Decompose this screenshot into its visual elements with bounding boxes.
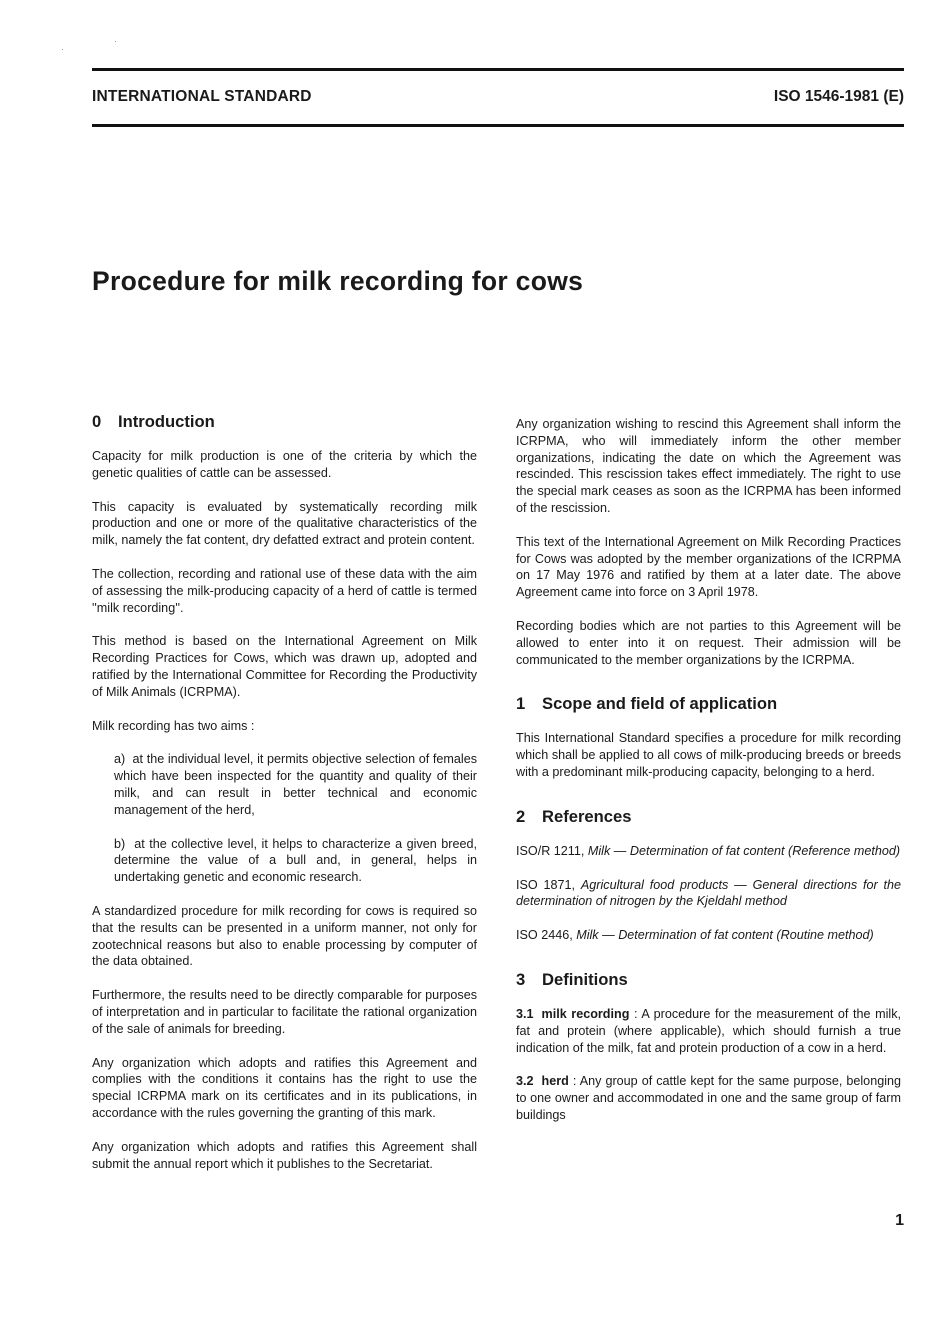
list-item-a — [92, 751, 477, 818]
definition-item — [516, 1073, 901, 1123]
definition-number: 3.2 — [516, 1074, 534, 1089]
section-number: 2 — [516, 806, 526, 826]
reference-code: ISO 1871, — [516, 877, 576, 892]
paragraph: Furthermore, the results need to be directly comparable for purposes of interpretation and in particular to facilitate the rational organization of the sale of animals for breeding. — [92, 988, 477, 1036]
paragraph: Capacity for milk production is one of the criteria by which the genetic qualities of cattle can be assessed. — [92, 449, 477, 480]
definition-number: 3.1 — [516, 1006, 534, 1021]
list-text: at the collective level, it helps to characterize a given breed, determine the value of a bull and, in general, helps in undertaking genetic and economic research. — [114, 836, 477, 885]
scan-speck — [62, 49, 63, 50]
scan-speck — [115, 41, 116, 42]
reference-title: Milk — Determination of fat content (Routine method) — [576, 928, 874, 943]
reference-title: Milk — Determination of fat content (Reference method) — [587, 843, 901, 858]
document-number: ISO 1546-1981 (E) — [773, 88, 904, 105]
section-title: Definitions — [542, 969, 628, 989]
list-item-b — [92, 836, 477, 886]
paragraph: This International Standard specifies a procedure for milk recording which shall be applied to all cows of milk-producing breeds or breeds with a predominant milk-producing capacity, belonging to a herd. — [516, 731, 901, 779]
definition-text: : Any group of cattle kept for the same purpose, belonging to one owner and accommodated in one and the same group of farm buildings — [516, 1074, 902, 1122]
section-heading-scope — [516, 694, 901, 714]
page-number: 1 — [895, 1212, 904, 1229]
paragraph: Any organization which adopts and ratifies this Agreement and complies with the conditions it contains has the right to use the special ICRPMA mark on its certificates and in its publications, in accordance with the rules governing the granting of this mark. — [92, 1055, 477, 1120]
section-number: 1 — [516, 694, 526, 714]
page-title: Procedure for milk recording for cows — [92, 266, 584, 296]
section-title: Scope and field of application — [542, 694, 778, 714]
list-text: at the individual level, it permits objective selection of females which have been inspected for the quantity and quality of their milk, and can result in better technical and economic management of the herd, — [114, 752, 477, 817]
paragraph: A standardized procedure for milk recording for cows is required so that the results can be presented in a uniform manner, not only for zootechnical reasons but also to enable processing by computer of the data obtained. — [92, 903, 477, 969]
definition-term: milk recording — [541, 1006, 630, 1021]
header-bottom-rule — [92, 124, 904, 127]
right-column — [516, 416, 901, 1141]
paragraph: This capacity is evaluated by systematically recording milk production and one or more of the qualitative characteristics of the milk, namely the fat content, dry defatted extract and protein content. — [92, 499, 477, 548]
list-label: a) — [114, 752, 126, 767]
document-type: INTERNATIONAL STANDARD — [92, 88, 312, 105]
paragraph: This method is based on the International Agreement on Milk Recording Practices for Cows, which was drawn up, adopted and ratified by the International Committee for Recording the Productivity of Milk Animals (ICRPMA). — [92, 634, 477, 699]
reference-title: Agricultural food products — General directions for the determination of nitrogen by the Kjeldahl method — [516, 877, 901, 909]
left-column — [92, 412, 477, 1189]
section-number: 0 — [92, 412, 102, 431]
definition-item — [516, 1006, 901, 1056]
reference-item — [516, 877, 901, 911]
paragraph: Recording bodies which are not parties to this Agreement will be allowed to enter into it on request. Their admission will be communicated to the member organizations by the ICRPMA. — [516, 618, 901, 667]
list-label: b) — [114, 836, 126, 851]
paragraph: Any organization wishing to rescind this Agreement shall inform the ICRPMA, who will immediately inform the other member organizations, indicating the date on which the Agreement was rescinded. This rescission takes effect immediately. The right to use the special mark ceases as soon as the ICRPMA has been informed of the rescission. — [516, 417, 901, 515]
section-number: 3 — [516, 969, 526, 989]
definition-term: herd — [541, 1074, 569, 1089]
reference-item — [516, 927, 901, 944]
section-heading-introduction — [92, 412, 477, 432]
paragraph: Milk recording has two aims : — [92, 718, 255, 733]
definition-text: : A procedure for the measurement of the milk, fat and protein (where applicable), which should furnish a true indication of the milk, fat and protein production of a cow in a herd. — [516, 1006, 901, 1055]
paragraph: This text of the International Agreement on Milk Recording Practices for Cows was adopted by the member organizations of the ICRPMA on 17 May 1976 and ratified by them at a later date. The above Agreement came into force on 3 April 1978. — [516, 534, 901, 600]
section-title: References — [542, 806, 632, 826]
section-title: Introduction — [118, 412, 215, 431]
paragraph: The collection, recording and rational use of these data with the aim of assessing the milk-producing capacity of a herd of cattle is termed ''milk recording''. — [92, 566, 477, 615]
paragraph: Any organization which adopts and ratifies this Agreement shall submit the annual report which it publishes to the Secretariat. — [92, 1139, 477, 1171]
header-top-rule — [92, 68, 904, 71]
reference-code: ISO/R 1211, — [516, 843, 585, 858]
reference-code: ISO 2446, — [516, 928, 573, 943]
reference-item — [516, 843, 901, 860]
section-heading-references — [516, 807, 901, 827]
section-heading-definitions — [516, 970, 901, 990]
